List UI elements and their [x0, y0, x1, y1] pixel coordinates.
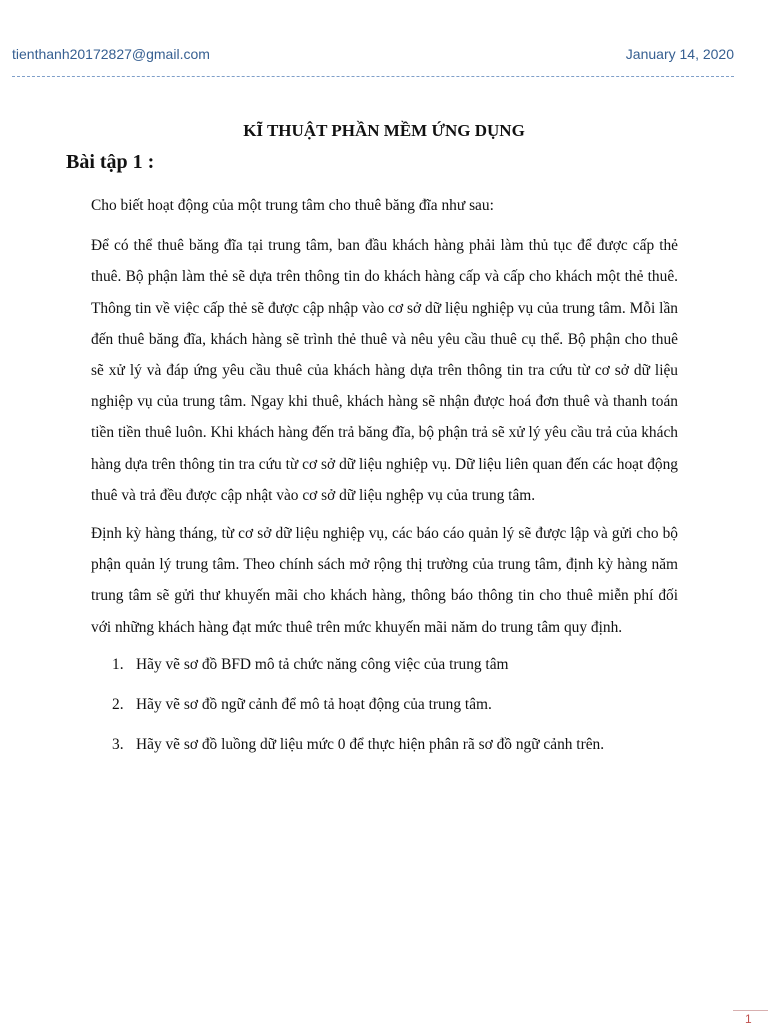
- task-item: [91, 690, 678, 721]
- document-title: KĨ THUẬT PHẦN MỀM ỨNG DỤNG: [243, 121, 525, 140]
- task-list: [91, 650, 678, 761]
- header-email: tienthanh20172827@gmail.com: [12, 46, 210, 62]
- exercise-heading: Bài tập 1 :: [66, 151, 155, 173]
- intro-paragraph: Cho biết hoạt động của một trung tâm cho thuê băng đĩa như sau:: [91, 197, 494, 214]
- task-text: Hãy vẽ sơ đồ ngữ cảnh để mô tả hoạt động của trung tâm.: [136, 695, 492, 713]
- page-number: 1: [745, 1012, 752, 1026]
- task-text: Hãy vẽ sơ đồ luồng dữ liệu mức 0 để thực hiện phân rã sơ đồ ngữ cảnh trên.: [136, 735, 605, 753]
- header-date: January 14, 2020: [625, 46, 734, 62]
- task-item: [91, 730, 678, 761]
- task-item: [91, 650, 678, 681]
- page-header: [12, 44, 734, 77]
- task-number: 3.: [112, 735, 124, 753]
- task-number: 2.: [112, 695, 124, 713]
- body-paragraph-reports: Định kỳ hàng tháng, từ cơ sở dữ liệu nghiệp vụ, các báo cáo quản lý sẽ được lập và gửi cho bộ phận quản lý trung tâm. Theo chính sách mở rộng thị trường của trung tâm, định kỳ hàng năm trung tâm sẽ gửi thư khuyến mãi cho khách hàng, thông báo thông tin cho thuê miễn phí đối với những khách hàng đạt mức thuê trên mức khuyến mãi năm do trung tâm quy định.: [91, 525, 678, 636]
- footer-rule: [733, 1010, 768, 1011]
- document-body: [91, 190, 678, 770]
- task-text: Hãy vẽ sơ đồ BFD mô tả chức năng công việc của trung tâm: [136, 655, 509, 673]
- body-paragraph-rental: Để có thể thuê băng đĩa tại trung tâm, ban đầu khách hàng phải làm thủ tục để được cấp thẻ thuê. Bộ phận làm thẻ sẽ dựa trên thông tin do khách hàng cấp và cấp cho khách một thẻ thuê. Thông tin về việc cấp thẻ sẽ được cập nhập vào cơ sở dữ liệu nghiệp vụ của trung tâm. Mỗi lần đến thuê băng đĩa, khách hàng sẽ trình thẻ thuê và nêu yêu cầu thuê cụ thể. Bộ phận cho thuê sẽ xử lý và đáp ứng yêu cầu thuê của khách hàng dựa trên thông tin tra cứu từ cơ sở dữ liệu nghiệp vụ của trung tâm. Ngay khi thuê, khách hàng sẽ nhận được hoá đơn thuê và thanh toán tiền tiền thuê luôn. Khi khách hàng đến trả băng đĩa, bộ phận trả sẽ xử lý yêu cầu trả của khách hàng dựa trên thông tin tra cứu từ cơ sở dữ liệu nghiệp vụ. Dữ liệu liên quan đến các hoạt động thuê và trả đều được cập nhật vào cơ sở dữ liệu nghệp vụ của trung tâm.: [91, 237, 678, 504]
- task-number: 1.: [112, 655, 124, 673]
